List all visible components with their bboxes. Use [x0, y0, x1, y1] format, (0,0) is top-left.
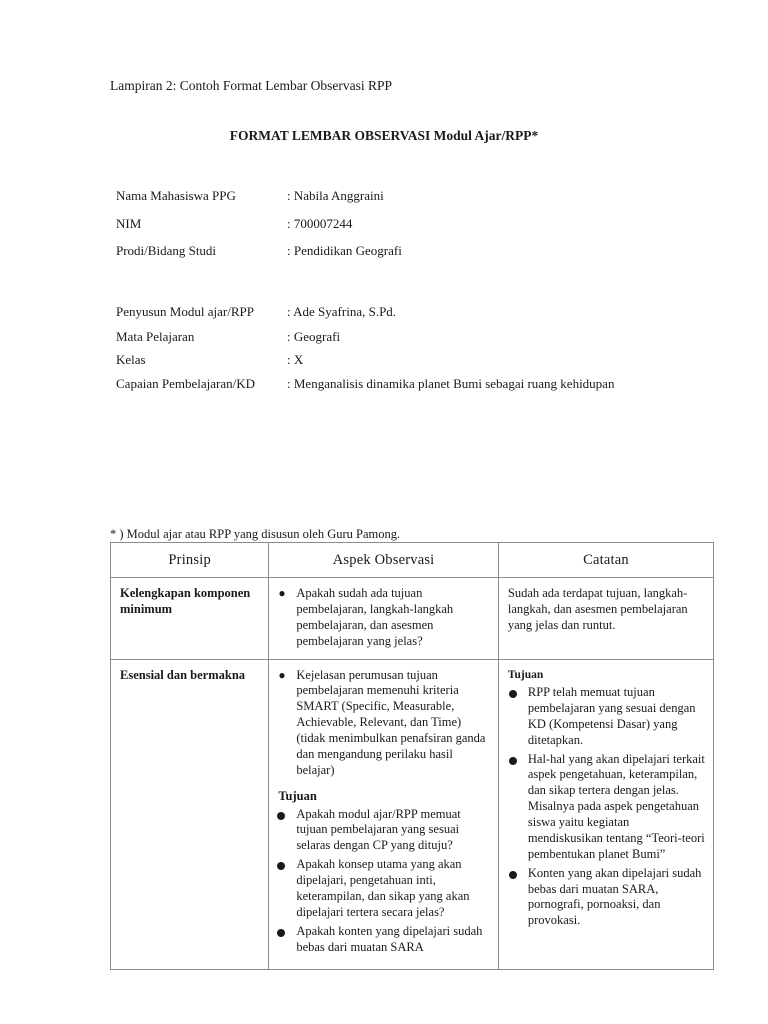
list-item-text: Apakah konsep utama yang akan dipelajari, pengetahuan inti, keterampilan, dan sikap yang akan dipelajari tertera secara jelas?: [296, 857, 470, 919]
footnote: * ) Modul ajar atau RPP yang disusun oleh Guru Pamong.: [110, 527, 401, 541]
column-header-aspek-observasi: Aspek Observasi: [269, 543, 499, 578]
notes-cell: [498, 659, 713, 969]
observation-table: [110, 542, 714, 970]
observation-aspect-cell: [269, 578, 499, 660]
list-item-text: Kejelasan perumusan tujuan pembelajaran memenuhi kriteria SMART (Specific, Measurable, Achievable, Relevant, dan Time) (tidak menimbulkan penafsiran ganda dan mengandung perilaku hasil belajar): [296, 667, 486, 777]
principle-cell: Esensial dan bermakna: [111, 659, 269, 969]
list-item: [276, 807, 492, 855]
info-value: : X: [287, 352, 304, 367]
bullet-icon: [509, 871, 517, 879]
column-header-prinsip: Prinsip: [111, 543, 269, 578]
list-item: [508, 752, 705, 863]
info-label: Penyusun Modul ajar/RPP: [116, 304, 254, 319]
table-row: [111, 578, 714, 660]
info-label: Kelas: [116, 352, 146, 367]
list-item-text: Hal-hal yang akan dipelajari terkait aspek pengetahuan, keterampilan, dan sikap tertera dengan jelas. Misalnya pada aspek pengetahuan siswa yaitu kegiatan mendiskusikan tentang “Teori-teori pembentukan planet Bumi”: [527, 751, 705, 861]
bullet-icon: [277, 862, 285, 870]
notes-subheading: Tujuan: [507, 668, 544, 681]
list-item-text: Apakah konten yang dipelajari sudah bebas dari muatan SARA: [296, 923, 483, 954]
list-item: [276, 668, 492, 779]
observation-aspect-cell: [269, 659, 499, 969]
bullet-icon: [509, 757, 517, 765]
info-label: Mata Pelajaran: [116, 329, 195, 344]
list-item: [508, 685, 705, 749]
info-value: : Geografi: [287, 329, 341, 344]
list-item: [508, 866, 705, 930]
info-label: NIM: [116, 216, 142, 231]
list-item: [276, 586, 492, 650]
table-header-row: [111, 543, 714, 578]
info-label: Nama Mahasiswa PPG: [116, 188, 236, 203]
info-value: : Nabila Anggraini: [287, 188, 384, 203]
list-item-text: RPP telah memuat tujuan pembelajaran yang sesuai dengan KD (Kompetensi Dasar) yang ditetapkan.: [527, 685, 696, 747]
bullet-icon: [509, 690, 517, 698]
column-header-catatan: Catatan: [498, 543, 713, 578]
appendix-label: Lampiran 2: Contoh Format Lembar Observasi RPP: [110, 78, 392, 93]
info-value: : Menganalisis dinamika planet Bumi sebagai ruang kehidupan: [287, 376, 615, 391]
list-item: [276, 857, 492, 921]
table-row: [111, 659, 714, 969]
info-label: Prodi/Bidang Studi: [116, 243, 217, 258]
info-label: Capaian Pembelajaran/KD: [116, 376, 255, 391]
notes-cell: Sudah ada terdapat tujuan, langkah-langkah, dan asesmen pembelajaran yang jelas dan runtut.: [498, 578, 713, 660]
bullet-icon: [277, 812, 285, 820]
principle-cell: Kelengkapan komponen minimum: [111, 578, 269, 660]
info-value: : 700007244: [287, 216, 353, 231]
bullet-icon: [277, 929, 285, 937]
list-item: [276, 924, 492, 956]
document-title: FORMAT LEMBAR OBSERVASI Modul Ajar/RPP*: [229, 128, 539, 143]
bullet-icon: ●: [278, 586, 286, 600]
info-value: : Pendidikan Geografi: [287, 243, 402, 258]
info-value: : Ade Syafrina, S.Pd.: [287, 304, 397, 319]
bullet-icon: ●: [278, 667, 286, 682]
list-item-text: Apakah modul ajar/RPP memuat tujuan pembelajaran yang sesuai selaras dengan CP yang dituju?: [296, 806, 461, 853]
list-item-text: Konten yang akan dipelajari sudah bebas dari muatan SARA, pornografi, pornoaksi, dan provokasi.: [527, 865, 702, 928]
list-item-text: Apakah sudah ada tujuan pembelajaran, langkah-langkah pembelajaran, dan asesmen pembelajaran yang jelas?: [296, 586, 454, 648]
aspect-subheading: Tujuan: [278, 788, 317, 803]
